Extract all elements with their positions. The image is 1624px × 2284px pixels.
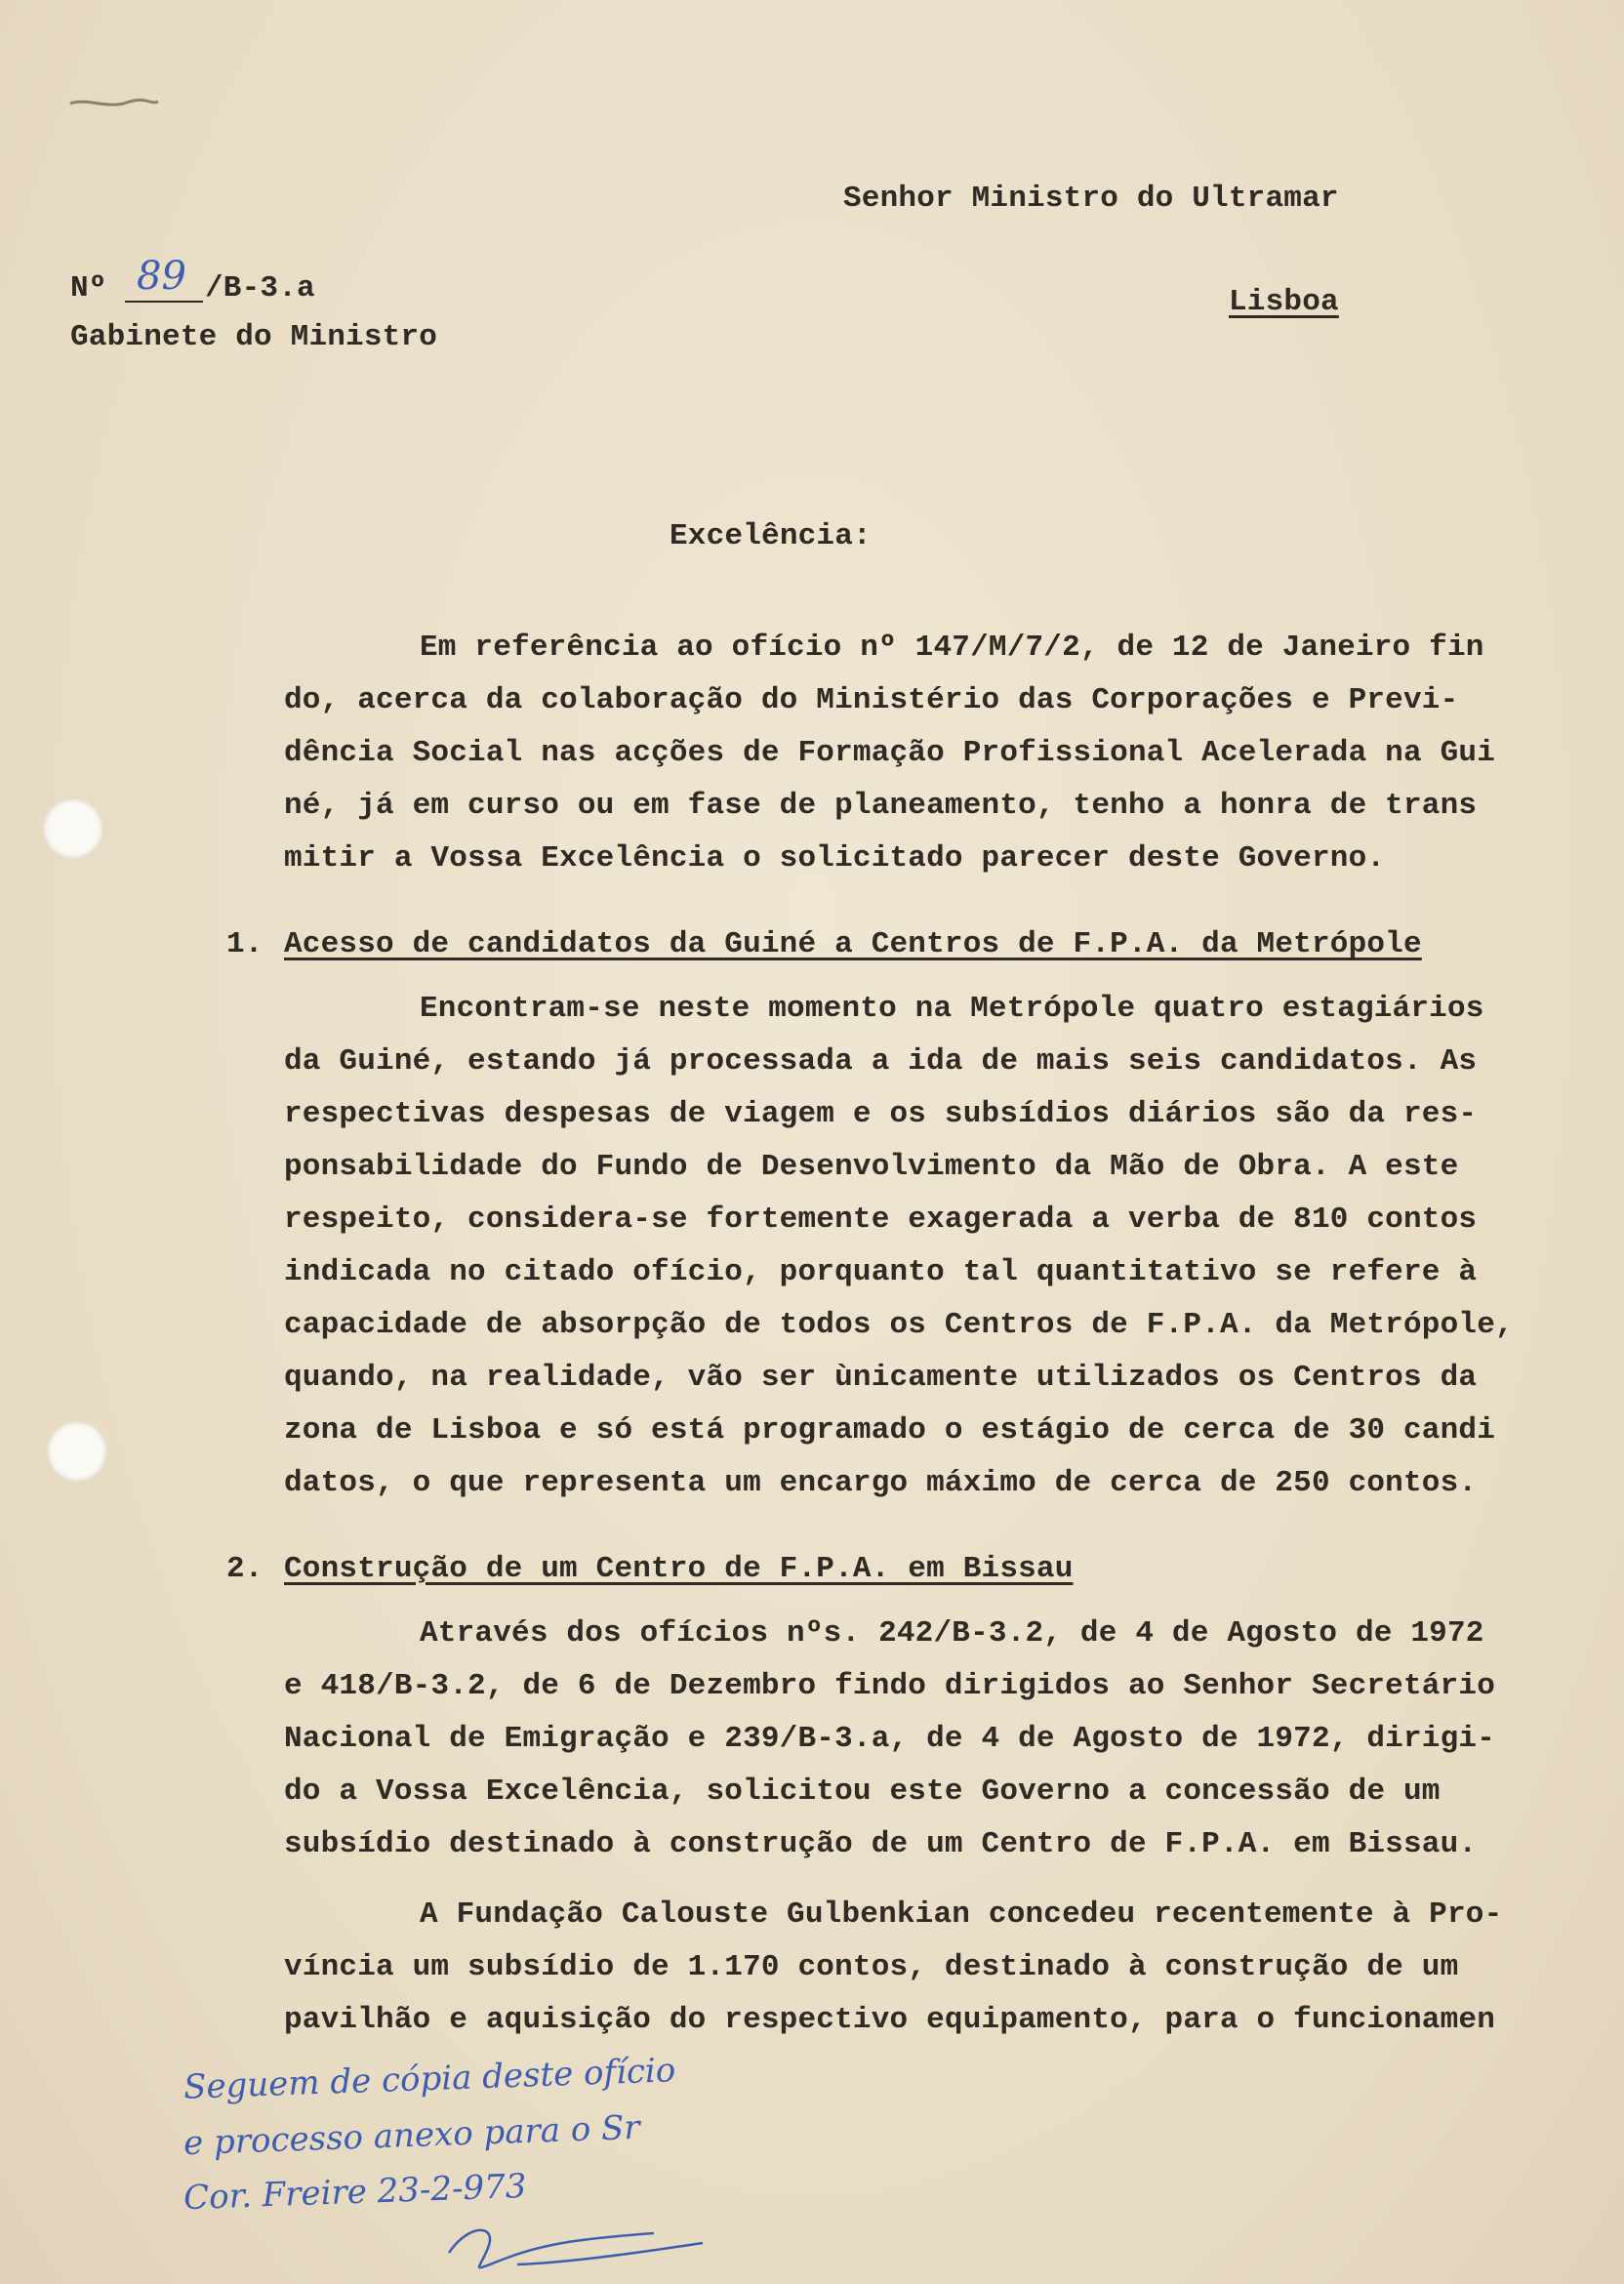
section-line: Nacional de Emigração e 239/B-3.a, de 4 de Agosto de 1972, dirigi- — [284, 1722, 1495, 1756]
handwritten-note-line: Cor. Freire 23-2-973 — [183, 2166, 527, 2219]
section-line: zona de Lisboa e só está programado o estágio de cerca de 30 candi — [284, 1413, 1495, 1448]
section-line: quando, na realidade, vão ser ùnicamente utilizados os Centros da — [284, 1361, 1478, 1395]
section-number: 2. — [226, 1552, 264, 1586]
section-line: indicada no citado ofício, porquanto tal quantitativo se refere à — [284, 1255, 1478, 1289]
intro-line: né, já em curso ou em fase de planeamento, tenho a honra de trans — [284, 789, 1478, 823]
handwritten-signature — [429, 2204, 722, 2282]
section-line: respeito, considera-se fortemente exagerada a verba de 810 contos — [284, 1203, 1478, 1237]
section-line: do a Vossa Excelência, solicitou este Governo a concessão de um — [284, 1774, 1441, 1809]
handwritten-note-line: e processo anexo para o Sr — [183, 2107, 641, 2164]
intro-line: mitir a Vossa Excelência o solicitado parecer deste Governo. — [284, 841, 1386, 876]
salutation: Excelência: — [670, 519, 872, 553]
section-line: respectivas despesas de viagem e os subsídios diários são da res- — [284, 1097, 1478, 1131]
section-line: A Fundação Calouste Gulbenkian concedeu recentemente à Pro- — [420, 1897, 1503, 1932]
intro-line: do, acerca da colaboração do Ministério das Corporações e Previ- — [284, 683, 1459, 717]
intro-line: Em referência ao ofício nº 147/M/7/2, de 12 de Janeiro fin — [420, 631, 1484, 665]
office-name: Gabinete do Ministro — [70, 320, 438, 354]
section-line: pavilhão e aquisição do respectivo equipamento, para o funcionamen — [284, 2003, 1495, 2037]
section-number: 1. — [226, 927, 264, 961]
punch-hole — [43, 798, 103, 859]
intro-line: dência Social nas acções de Formação Profissional Acelerada na Gui — [284, 736, 1495, 770]
section-title: Construção de um Centro de F.P.A. em Bissau — [284, 1552, 1074, 1586]
section-line: e 418/B-3.2, de 6 de Dezembro findo dirigidos ao Senhor Secretário — [284, 1669, 1495, 1703]
section-line: capacidade de absorpção de todos os Centros de F.P.A. da Metrópole, — [284, 1308, 1514, 1342]
reference-prefix: Nº — [70, 271, 107, 306]
punch-hole — [47, 1421, 107, 1482]
handwritten-note-line: Seguem de cópia deste ofício — [183, 2051, 676, 2107]
section-line: víncia um subsídio de 1.170 contos, destinado à construção de um — [284, 1950, 1459, 1984]
reference-number-blank — [125, 301, 203, 303]
reference-number: 89 — [137, 254, 186, 299]
ink-mark — [68, 94, 161, 113]
reference-suffix: /B-3.a — [205, 271, 315, 306]
destination-city: Lisboa — [1229, 285, 1339, 319]
section-line: Através dos ofícios nºs. 242/B-3.2, de 4 de Agosto de 1972 — [420, 1616, 1484, 1651]
section-line: datos, o que representa um encargo máximo de cerca de 250 contos. — [284, 1466, 1478, 1500]
section-line: Encontram-se neste momento na Metrópole quatro estagiários — [420, 992, 1484, 1026]
section-line: da Guiné, estando já processada a ida de mais seis candidatos. As — [284, 1044, 1478, 1079]
section-line: subsídio destinado à construção de um Centro de F.P.A. em Bissau. — [284, 1827, 1478, 1861]
section-title: Acesso de candidatos da Guiné a Centros de F.P.A. da Metrópole — [284, 927, 1422, 961]
section-line: ponsabilidade do Fundo de Desenvolvimento da Mão de Obra. A este — [284, 1150, 1459, 1184]
addressee: Senhor Ministro do Ultramar — [843, 182, 1339, 216]
